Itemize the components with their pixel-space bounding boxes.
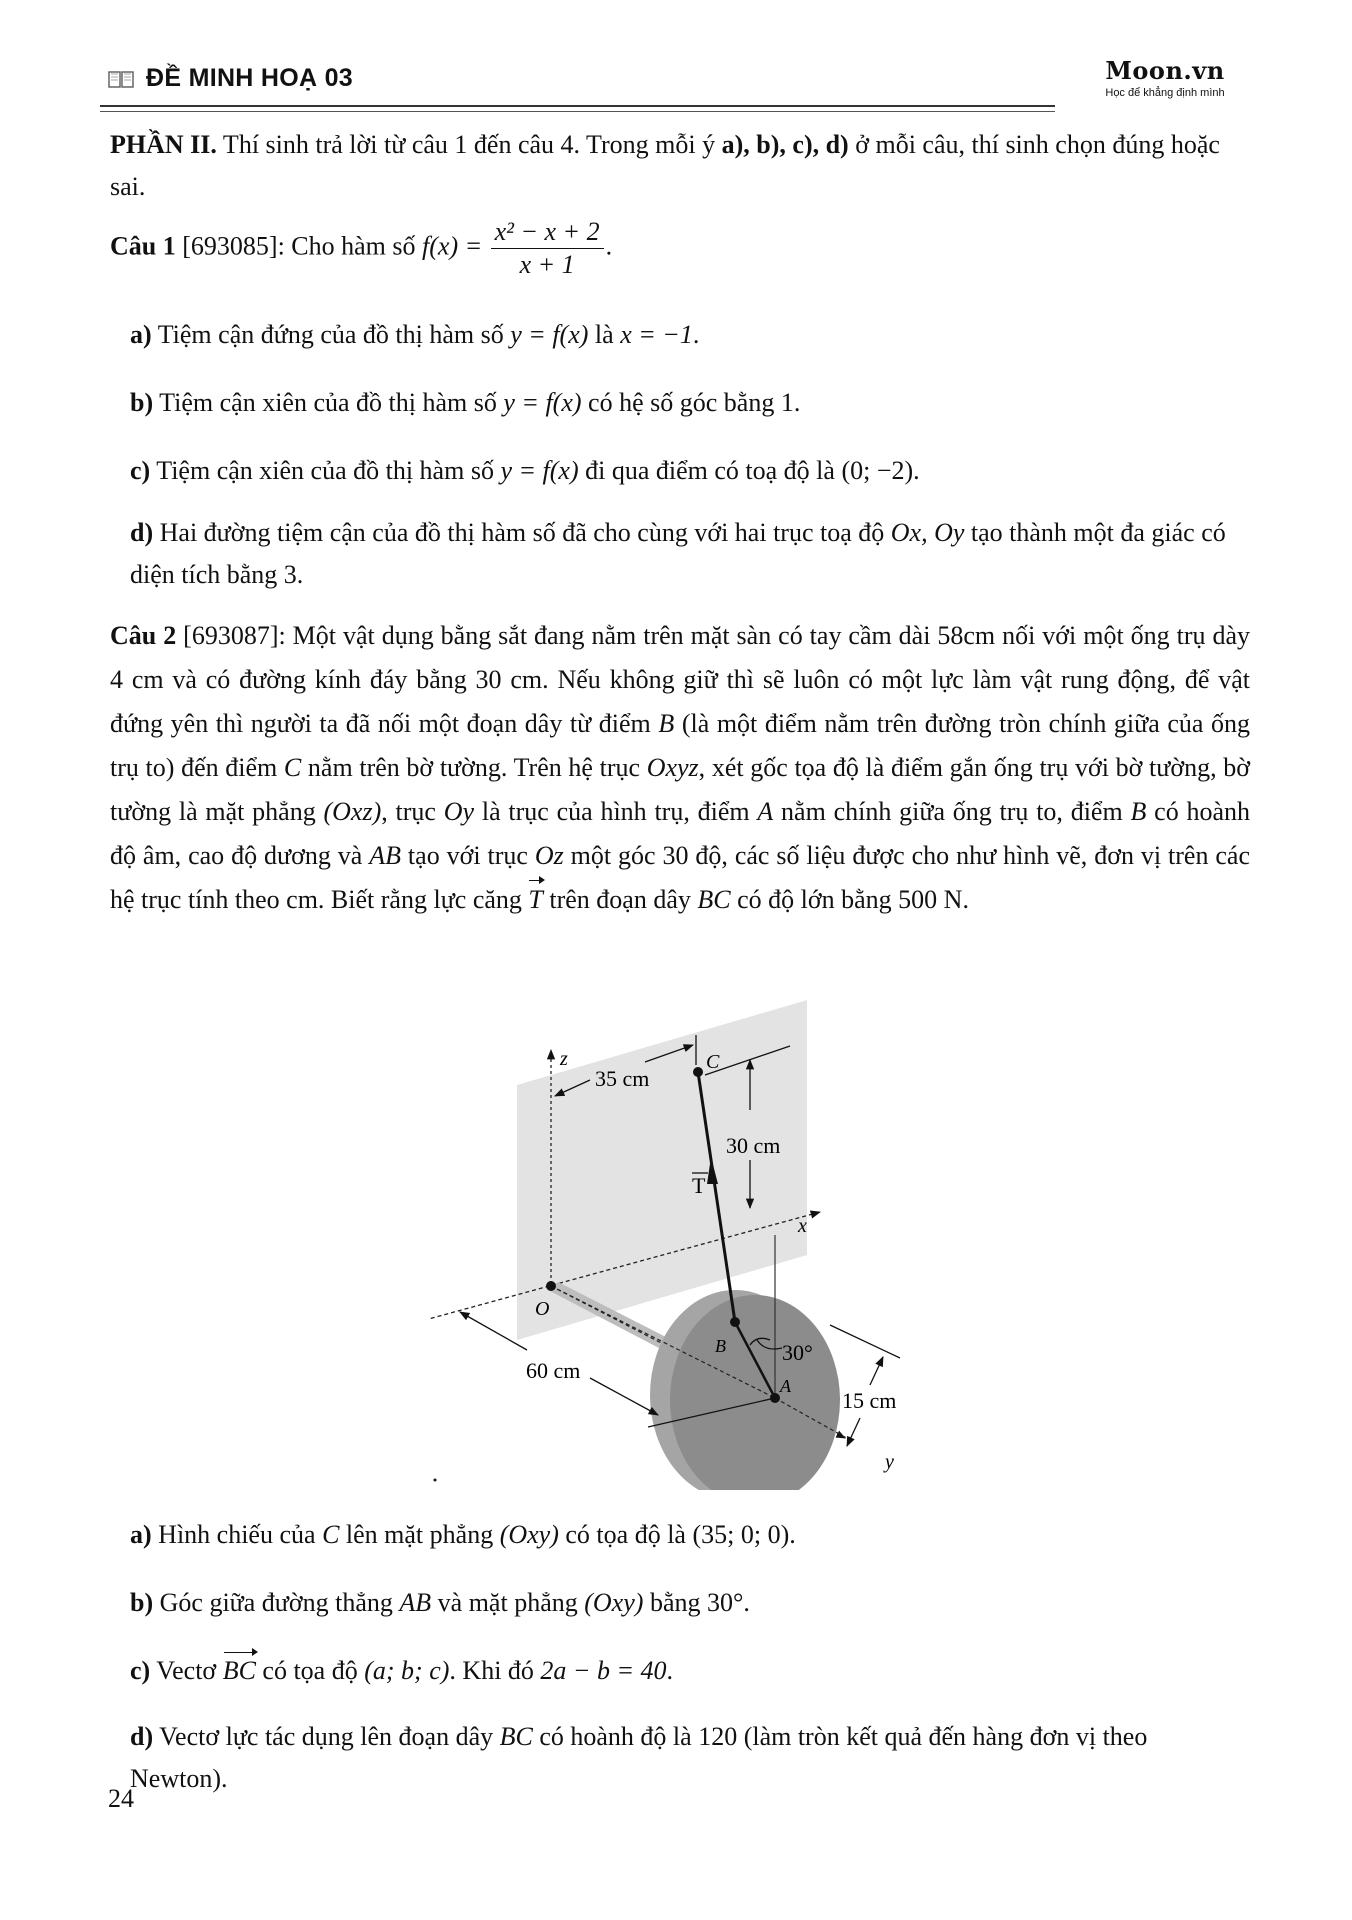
dim-60-left <box>460 1312 527 1350</box>
item-end: . <box>692 320 700 349</box>
dim-15-up <box>870 1357 883 1385</box>
q2-text: có hoành độ âm, cao độ dương và <box>110 797 1251 870</box>
item-text: Vectơ <box>150 1656 223 1685</box>
header-title-group <box>108 64 353 93</box>
function-name: f(x) = <box>422 231 483 261</box>
item-end: . <box>743 1588 750 1617</box>
q2-text: [693087]: Một vật dụng bằng sắt đang nằm trên mặt sàn có tay cầm dài 58cm nối với một ống trụ dày 4 cm và có đường kính đáy bằng 30 cm. Nếu không giữ thì sẽ luôn có một lực làm vật rung động, để vật đứng yên thì người ta đã nối một đoạn dây từ điểm <box>110 621 1250 738</box>
item-text: Góc giữa đường thẳng <box>153 1588 400 1617</box>
q1-item-b <box>130 382 1250 424</box>
fraction-numerator: x² − x + 2 <box>491 216 604 249</box>
item-text: lên mặt phẳng <box>339 1520 500 1549</box>
label-angle: 30° <box>782 1340 813 1365</box>
q2-item-a <box>130 1514 1250 1556</box>
item-key: b) <box>130 388 154 417</box>
point-o-dot <box>546 1281 556 1291</box>
item-text: có tọa độ <box>255 1656 365 1685</box>
question-1-label: Câu 1 <box>110 231 176 261</box>
item-key: a) <box>130 320 152 349</box>
q2-text: nằm chính giữa ống trụ to, điểm <box>773 797 1131 826</box>
item-math: (35; 0; 0) <box>692 1520 790 1549</box>
item-math: y = f(x) <box>503 388 582 417</box>
question-1-text: [693085]: Cho hàm số <box>175 231 423 261</box>
point-b-dot <box>730 1317 740 1327</box>
item-text: có hệ số góc bằng 1. <box>581 388 801 417</box>
item-text: đi qua điểm có toạ độ là <box>578 456 842 485</box>
label-y: y <box>885 1451 894 1473</box>
q2-text: , xét gốc tọa độ là điểm gắn ống trụ với bờ tường, bờ tường là mặt phẳng <box>110 753 1250 826</box>
item-math: y = f(x) <box>500 456 579 485</box>
label-b: B <box>715 1336 726 1356</box>
question-2-label: Câu 2 <box>110 621 177 650</box>
axis-oy: Oy <box>443 797 475 826</box>
q2-item-b <box>130 1582 1250 1624</box>
item-key: c) <box>130 456 151 485</box>
q2-text: trên đoạn dây <box>542 885 698 914</box>
item-math: Ox, Oy <box>890 518 965 547</box>
q1-item-a <box>130 314 1250 356</box>
item-end: . <box>913 456 920 485</box>
question-2-stem <box>110 614 1250 922</box>
intro-options: a), b), c), d) <box>721 130 849 159</box>
document-title: ĐỀ MINH HOẠ 03 <box>146 64 354 92</box>
page-number: 24 <box>108 1784 134 1813</box>
brand-logo <box>1085 56 1245 99</box>
label-t: T <box>692 1173 706 1198</box>
item-text: là <box>588 320 621 349</box>
dim-60-right <box>590 1378 658 1415</box>
item-text: Vectơ lực tác dụng lên đoạn dây <box>153 1722 500 1751</box>
dim-15-down <box>847 1418 860 1446</box>
item-key: a) <box>130 1520 152 1549</box>
item-text: tạo thành một đa giác có diện tích bằng 3. <box>130 518 1226 589</box>
item-math: y = f(x) <box>510 320 589 349</box>
brand-name: Moon.vn <box>1105 56 1225 85</box>
item-math: x = −1 <box>620 320 693 349</box>
stray-dot <box>434 1479 437 1482</box>
item-math: (a; b; c) <box>364 1656 450 1685</box>
item-text: Tiệm cận đứng của đồ thị hàm số <box>151 320 511 349</box>
q1-item-c <box>130 450 1250 492</box>
item-math: (Oxy) <box>584 1588 644 1617</box>
label-15cm: 15 cm <box>842 1388 897 1413</box>
label-z: z <box>560 1048 568 1070</box>
item-key: d) <box>130 1722 154 1751</box>
fraction-denominator: x + 1 <box>519 250 575 279</box>
q2-item-d <box>130 1716 1240 1800</box>
header-rule <box>100 105 1055 112</box>
item-math: 30° <box>706 1588 744 1617</box>
segment-bc: BC <box>697 885 731 914</box>
q2-item-c <box>130 1650 1250 1692</box>
label-30cm: 30 cm <box>726 1133 781 1158</box>
item-end: . <box>789 1520 796 1549</box>
point-c-dot <box>693 1067 703 1077</box>
item-math: (Oxy) <box>499 1520 559 1549</box>
q2-text: nằm trên bờ tường. Trên hệ trục <box>301 753 647 782</box>
vector-bc: BC <box>223 1650 256 1692</box>
vector-t: T <box>528 878 542 922</box>
book-icon <box>108 69 134 89</box>
item-text: . Khi đó <box>449 1656 541 1685</box>
point-a: A <box>757 797 774 826</box>
point-b: B <box>1130 797 1147 826</box>
part-intro <box>110 124 1250 208</box>
segment-ab: AB <box>369 841 402 870</box>
label-a: A <box>780 1376 791 1396</box>
label-c: C <box>706 1051 720 1073</box>
item-math: 2a − b = 40 <box>540 1656 667 1685</box>
point-c: C <box>283 753 302 782</box>
item-text: bằng <box>643 1588 707 1617</box>
axis-oz: Oz <box>534 841 564 870</box>
item-text: có hoành độ là 120 (làm tròn kết quả đến hàng đơn vị theo Newton). <box>130 1722 1148 1793</box>
q2-text: , trục <box>381 797 444 826</box>
item-math: C <box>322 1520 340 1549</box>
item-text: có tọa độ là <box>558 1520 693 1549</box>
item-end: . <box>666 1656 674 1685</box>
q1-item-d <box>130 512 1230 596</box>
q2-text: một góc 30 độ, các số liệu được cho như hình vẽ, đơn vị trên các hệ trục tính theo cm. Biết rằng lực căng <box>110 841 1250 914</box>
coord-system: Oxyz <box>646 753 699 782</box>
item-text: Tiệm cận xiên của đồ thị hàm số <box>153 388 504 417</box>
q2-text: tạo với trục <box>401 841 535 870</box>
item-key: d) <box>130 518 154 547</box>
label-35cm: 35 cm <box>595 1066 650 1091</box>
part-label: PHẦN II. <box>110 130 217 159</box>
item-key: b) <box>130 1588 154 1617</box>
intro-text: Thí sinh trả lời từ câu 1 đến câu 4. Trong mỗi ý <box>216 130 722 159</box>
q2-text: là trục của hình trụ, điểm <box>474 797 758 826</box>
item-text: và mặt phẳng <box>431 1588 585 1617</box>
q2-text: (là một điểm nằm trên đường tròn chính giữa của ống trụ to) đến điểm <box>110 709 1250 782</box>
item-math: AB <box>399 1588 432 1617</box>
item-text: Hình chiếu của <box>151 1520 323 1549</box>
label-x: x <box>798 1215 807 1237</box>
brand-tagline: Học để khẳng định mình <box>1105 87 1225 99</box>
dim-15-top <box>830 1325 900 1358</box>
label-60cm: 60 cm <box>526 1358 581 1383</box>
question-1-stem <box>110 216 1250 281</box>
item-text: Tiệm cận xiên của đồ thị hàm số <box>150 456 501 485</box>
label-o: O <box>535 1298 550 1320</box>
q2-text: có độ lớn bằng 500 N. <box>730 885 969 914</box>
item-math: BC <box>499 1722 533 1751</box>
item-text: Hai đường tiệm cận của đồ thị hàm số đã cho cùng với hai trục toạ độ <box>153 518 891 547</box>
function-fraction <box>491 216 604 281</box>
item-key: c) <box>130 1656 151 1685</box>
item-math: (0; −2) <box>841 456 914 485</box>
plane-oxz: (Oxz) <box>323 797 382 826</box>
intro-text-2: ở mỗi câu, thí sinh chọn đúng hoặc sai. <box>110 130 1220 201</box>
cylinder-figure <box>430 990 950 1490</box>
point-b: B <box>658 709 675 738</box>
period: . <box>605 231 613 261</box>
